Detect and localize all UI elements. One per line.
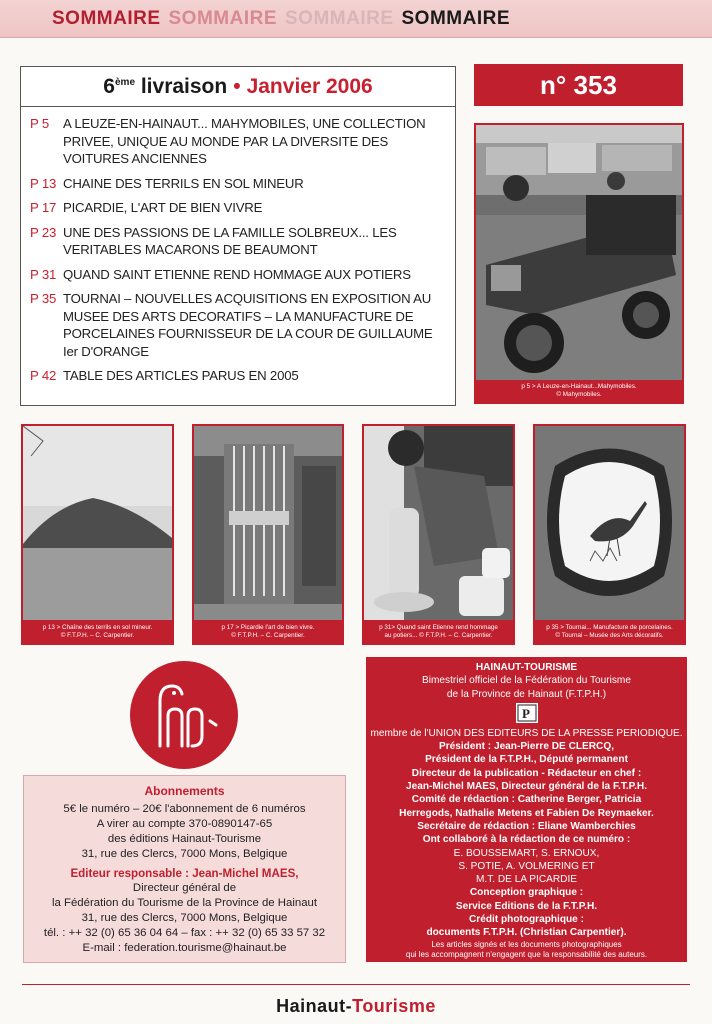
issue-ordinal: 6ème livraison [103,74,228,98]
porcelain-dish-image [535,426,684,620]
toc-page: P 5 [30,116,49,131]
toc-item[interactable] [30,199,447,217]
toc-header [21,67,455,107]
editor-line: 31, rue des Clercs, 7000 Mons, Belgique [81,912,288,924]
svg-text:P: P [521,705,530,721]
photo-potiers[interactable] [362,424,515,645]
toc-item[interactable] [30,224,447,259]
toc-item[interactable] [30,367,447,385]
banner-word: SOMMAIRE [285,7,394,29]
toc-list [21,107,455,385]
vintage-car-image [476,125,682,380]
toc-title: UNE DES PASSIONS DE LA FAMILLE SOLBREUX... LES VERITABLES MACARONS DE BEAUMONT [63,224,397,257]
disclaimer: Les articles signés et les documents photographiques [431,939,622,949]
subscription-line: 31, rue des Clercs, 7000 Mons, Belgique [81,848,288,860]
credit-line: Crédit photographique : [469,914,584,926]
credit-line: Service Editions de la F.T.P.H. [455,900,598,912]
masthead-box [366,657,687,962]
credit-line: documents F.T.P.H. (Christian Carpentier). [426,927,627,939]
table-of-contents [20,66,456,406]
masthead-sub: Bimestriel officiel de la Fédération du Tourisme [422,675,631,687]
photo-caption: p 35 > Tournai... Manufacture de porcelaines. © Tournai – Musée des Arts décoratifs. [546,624,673,639]
masthead-line: Secrétaire de rédaction : Eliane Wamberchies [417,820,636,832]
masthead-line: Jean-Michel MAES, Directeur général de la F.T.P.H. [405,781,648,793]
contributor-line: E. BOUSSEMART, S. ERNOUX, [453,847,600,859]
masthead-line: Herregods, Nathalie Metens et Fabien De Reymaeker. [399,807,654,819]
toc-title: TABLE DES ARTICLES PARUS EN 2005 [63,368,299,383]
contributor-line: S. POTIE, A. VOLMERING ET [458,860,595,872]
toc-item[interactable] [30,115,447,168]
photo-caption: p 31> Quand saint Etienne rend hommage au potiers... © F.T.P.H. – C. Carpentier. [379,624,498,639]
toc-item[interactable] [30,175,447,193]
masthead-member: membre de l'UNION DES EDITEURS DE LA PRESSE PERIODIQUE. [370,727,683,739]
toc-title: CHAINE DES TERRILS EN SOL MINEUR [63,175,304,191]
toc-page: P 13 [30,175,57,191]
photo-picardie[interactable] [192,424,344,645]
banner-word: SOMMAIRE [52,7,161,29]
toc-page: P 23 [30,224,57,240]
issue-number: n° 353 [474,64,683,106]
photo-caption: p 5 > A Leuze-en-Hainaut...Mahymobiles. © Mahymobiles. [521,383,637,398]
photo-caption: p 17 > Picardie l'art de bien vivre. © F.T.P.H. – C. Carpentier. [221,624,315,639]
masthead-line: Comité de rédaction : Catherine Berger, Patricia [411,794,642,806]
editor-email[interactable]: E-mail : federation.tourisme@hainaut.be [82,942,287,954]
potter-image [364,426,513,620]
contributor-line: M.T. DE LA PICARDIE [476,874,577,886]
toc-page: P 35 [30,291,57,306]
toc-page: P 31 [30,266,57,282]
toc-title: TOURNAI – NOUVELLES ACQUISITIONS EN EXPOSITION AU MUSEE DES ARTS DECORATIFS – LA MANUFACTURE DE PORCELAINES FOURNISSEUR DE LA COUR DE GUILLAUME Ier D'ORANGE [63,291,433,359]
hainaut-tourisme-logo [130,661,238,769]
disclaimer: qui les accompagnent n'engagent que la responsabilité des auteurs. [405,949,648,959]
footer-title [0,996,712,1017]
subscription-heading: Abonnements [144,784,225,798]
editor-phone: tél. : ++ 32 (0) 65 36 04 64 – fax : ++ 32 (0) 65 33 57 32 [43,927,326,939]
masthead-line: Président de la F.T.P.H., Député permanent [425,754,628,766]
editor-heading: Editeur responsable : Jean-Michel MAES, [70,867,299,880]
photo-terrils[interactable] [21,424,174,645]
banner-word: SOMMAIRE [401,7,510,29]
sommaire-banner [0,0,712,38]
loom-image [194,426,342,620]
photo-mahymobiles[interactable] [474,123,684,404]
banner-word: SOMMAIRE [168,7,277,29]
toc-title: QUAND SAINT ETIENNE REND HOMMAGE AUX POTIERS [63,266,411,282]
footer-title-part: Tourisme [352,996,436,1016]
footer-divider [22,984,690,985]
toc-page: P 17 [30,200,57,215]
issue-date: Janvier 2006 [246,74,373,98]
toc-page: P 42 [30,368,57,383]
editor-line: Directeur général de [132,882,237,894]
toc-item[interactable] [30,290,447,360]
masthead-line: Ont collaboré à la rédaction de ce numéro : [422,834,631,846]
toc-item[interactable] [30,266,447,284]
footer-title-part: Hainaut- [276,996,353,1016]
subscription-box [23,775,346,963]
toc-title: PICARDIE, L'ART DE BIEN VIVRE [63,200,263,215]
header-bullet: • [233,74,241,98]
subscription-line: A virer au compte 370-0890147-65 [96,818,273,830]
masthead-line: Directeur de la publication - Rédacteur en chef : [411,767,642,779]
terril-hill-image [23,426,172,620]
masthead-line: Président : Jean-Pierre DE CLERCQ, [438,741,614,753]
photo-caption: p 13 > Chaîne des terrils en sol mineur. © F.T.P.H. – C. Carpentier. [42,624,153,639]
masthead-title: HAINAUT-TOURISME [475,662,578,673]
subscription-line: des éditions Hainaut-Tourisme [107,833,262,845]
subscription-line: 5€ le numéro – 20€ l'abonnement de 6 numéros [63,803,306,815]
editor-line: la Fédération du Tourisme de la Province de Hainaut [51,897,318,909]
photo-porcelaine[interactable] [533,424,686,645]
press-union-icon [516,703,538,723]
credit-line: Conception graphique : [469,887,584,899]
masthead-sub: de la Province de Hainaut (F.T.P.H.) [446,688,607,700]
toc-title: A LEUZE-EN-HAINAUT... MAHYMOBILES, UNE COLLECTION PRIVEE, UNIQUE AU MONDE PAR LA DIVERSITE DES VOITURES ANCIENNES [63,116,426,166]
